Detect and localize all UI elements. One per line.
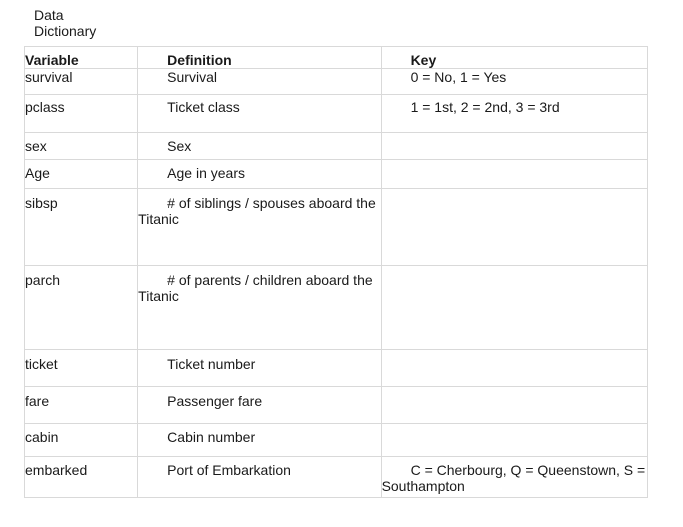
- cell-definition: [138, 160, 381, 189]
- cell-definition: [138, 424, 381, 457]
- cell-definition-text: Port of Embarkation: [167, 462, 291, 478]
- cell-variable: Age: [25, 160, 138, 189]
- cell-definition-text: Sex: [167, 138, 192, 154]
- cell-definition: [138, 387, 381, 424]
- cell-definition: [138, 189, 381, 266]
- header-definition-label: Definition: [167, 52, 232, 68]
- table-row: [25, 69, 648, 95]
- cell-variable: pclass: [25, 95, 138, 133]
- cell-definition: [138, 266, 381, 350]
- cell-variable: embarked: [25, 457, 138, 498]
- cell-variable: fare: [25, 387, 138, 424]
- header-key: [381, 47, 647, 69]
- document-title: Data Dictionary: [34, 7, 97, 39]
- cell-key: [381, 133, 647, 160]
- table-row: [25, 457, 648, 498]
- cell-key: [381, 266, 647, 350]
- table-row: [25, 424, 648, 457]
- cell-definition: [138, 350, 381, 387]
- cell-key: [381, 69, 647, 95]
- table-row: [25, 350, 648, 387]
- cell-variable: sibsp: [25, 189, 138, 266]
- cell-variable: parch: [25, 266, 138, 350]
- data-dictionary-table: [24, 46, 648, 498]
- cell-definition-text: Age in years: [167, 165, 245, 181]
- cell-key-text: 1 = 1st, 2 = 2nd, 3 = 3rd: [410, 99, 560, 115]
- cell-definition-text: Passenger fare: [167, 393, 263, 409]
- table-row: [25, 160, 648, 189]
- cell-key: [381, 457, 647, 498]
- cell-variable: ticket: [25, 350, 138, 387]
- cell-key: [381, 387, 647, 424]
- cell-key: [381, 350, 647, 387]
- cell-definition: [138, 69, 381, 95]
- table-row: [25, 95, 648, 133]
- cell-definition-text: Cabin number: [167, 429, 256, 445]
- cell-key: [381, 424, 647, 457]
- header-definition: [138, 47, 381, 69]
- cell-definition-text: Ticket number: [167, 356, 256, 372]
- table-row: [25, 266, 648, 350]
- cell-variable: survival: [25, 69, 138, 95]
- cell-definition: [138, 457, 381, 498]
- cell-definition-text: # of parents / children aboard the Titanic: [138, 272, 373, 304]
- cell-variable: cabin: [25, 424, 138, 457]
- cell-definition-text: Ticket class: [167, 99, 240, 115]
- cell-definition: [138, 133, 381, 160]
- cell-key-text: C = Cherbourg, Q = Queenstown, S = Southampton: [381, 462, 646, 494]
- cell-key: [381, 95, 647, 133]
- cell-definition-text: Survival: [167, 69, 217, 85]
- cell-definition-text: # of siblings / spouses aboard the Titanic: [138, 195, 376, 227]
- table-row: [25, 133, 648, 160]
- header-key-label: Key: [410, 52, 437, 68]
- table-header-row: [25, 47, 648, 69]
- table-row: [25, 387, 648, 424]
- cell-key-text: 0 = No, 1 = Yes: [410, 69, 507, 85]
- cell-key: [381, 160, 647, 189]
- cell-definition: [138, 95, 381, 133]
- cell-variable: sex: [25, 133, 138, 160]
- header-variable: Variable: [25, 47, 138, 69]
- table-row: [25, 189, 648, 266]
- cell-key: [381, 189, 647, 266]
